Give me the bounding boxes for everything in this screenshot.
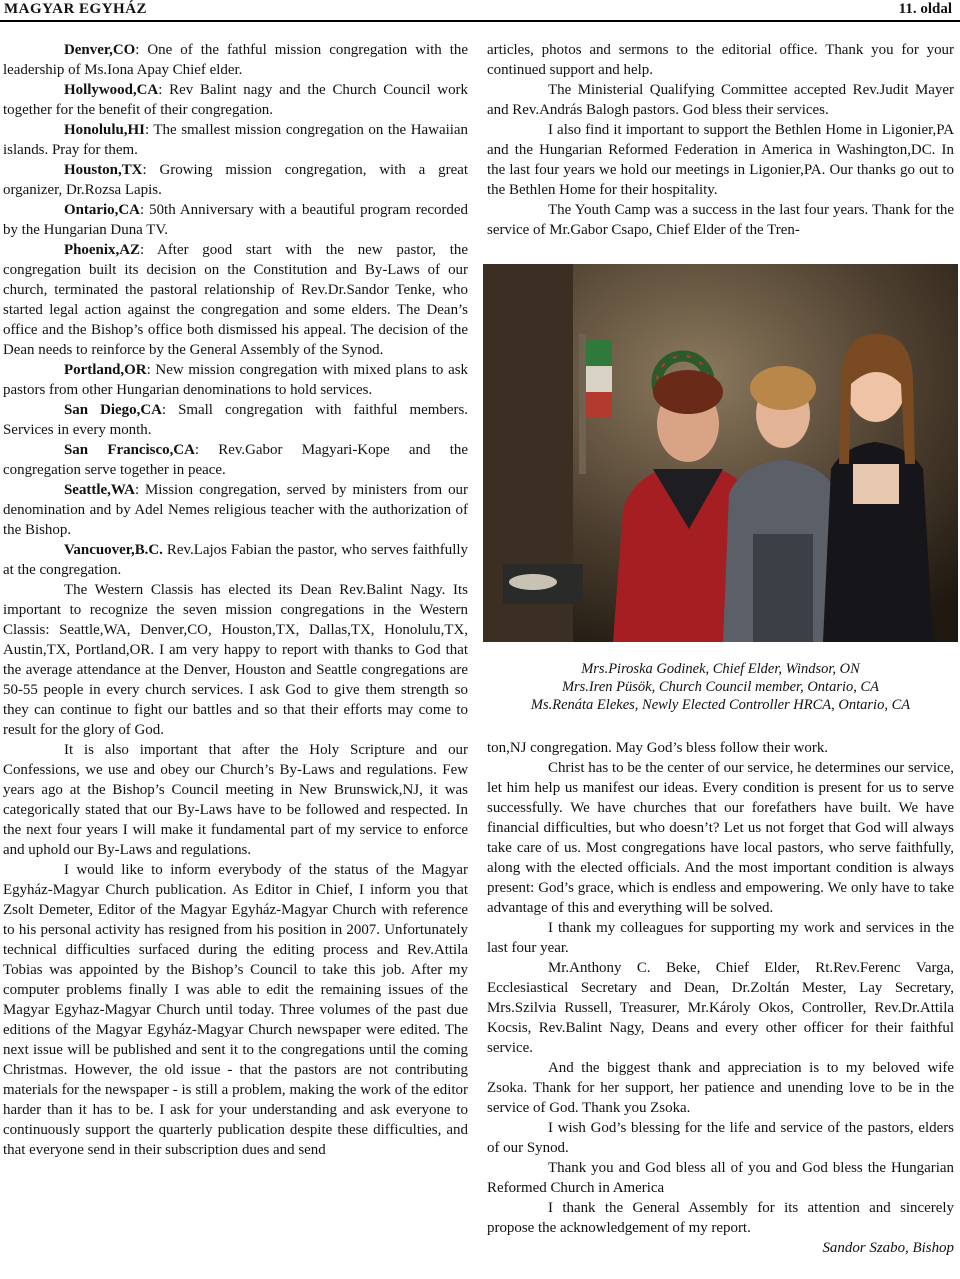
paragraph-youth-camp: The Youth Camp was a success in the last four years. Thank for the service of Mr.Gabor Csapo, Chief Elder of the Tren- — [487, 202, 954, 238]
paragraph-christ-center: Christ has to be the center of our service, he determines our service, let him help us manifest our ideas. Every condition is present for us to serve successfully. We have churches that our forefathers have built. We have financial difficulties, but who doesn’t? Let us not forget that God will always take care of us. Most congregations have local pastors, who serve faithfully, along with the elected officials. And the most important condition is always present: God’s grace, which is endless and empowering. We only have to take advantage of this and everything will be solved. — [487, 760, 954, 916]
paragraph-vancouver — [3, 540, 468, 580]
congregation-name: San Francisco,CA — [64, 442, 195, 458]
caption-line: Ms.Renáta Elekes, Newly Elected Controller HRCA, Ontario, CA — [530, 697, 911, 713]
paragraph-officers: Mr.Anthony C. Beke, Chief Elder, Rt.Rev.Ferenc Varga, Ecclesiastical Secretary and Dean, Dr.Zoltán Mester, Lay Secretary, Mrs.Szilvia Russell, Treasurer, Mr.Károly Okos, Controller, Rev.Dr.Attila Kocsis, Rev.Balint Nagy, Deans and every other officer for their faithful service. — [487, 960, 954, 1056]
paragraph-articles: articles, photos and sermons to the editorial office. Thank you for your continued support and help. — [487, 42, 954, 78]
right-column-top — [487, 40, 954, 240]
paragraph-text: : After good start with the new pastor, the congregation built its decision on the Constitution and By-Laws of our church, terminated the pastoral relationship of Rev.Dr.Sandor Tenke, who started legal action against the congregation and some elders. The Dean’s office and the Bishop’s office both dismissed his appeal. The decision of the Dean needs to reinforce by the General Assembly of the Synod. — [3, 242, 468, 358]
paragraph-publication-status: I would like to inform everybody of the status of the Magyar Egyház-Magyar Church publication. As Editor in Chief, I inform you that Zsolt Demeter, Editor of the Magyar Egyház-Magyar Church with reference to his personal activity has resigned from his position in 2007. Unfortunately technical difficulties surfaced during the editing process and Rev.Attila Tobias was appointed by the Bishop’s Council to take this job. After my computer problems finally I was able to edit the remaining issues of the Magyar Egyhaz-Magyar Church until today. Three volumes of the past due editions of the Magyar Egyház-Magyar Church newspaper were edited. The next issue will be published and sent it to the congregations until the coming Christmas. However, the old issue - that the pastors are not contributing materials for the newspaper - is still a problem, making the work of the editor harder than it has to be. I ask for your understanding and ask everyone to continuously support the quarterly publication despite these difficulties, and that everyone send in their subscription dues and send — [3, 862, 468, 1158]
paragraph-denver — [3, 40, 468, 80]
paragraph-text: : Small congregation with faithful members. Services in every month. — [3, 402, 468, 438]
group-photo-image — [483, 264, 958, 642]
congregation-name: Houston,TX — [64, 162, 143, 178]
paragraph-text: : One of the fathful mission congregation with the leadership of Ms.Iona Apay Chief elder. — [3, 42, 468, 78]
paragraph-text: : The smallest mission congregation on the Hawaiian islands. Pray for them. — [3, 122, 468, 158]
paragraph-text: : Rev Balint nagy and the Church Council work together for the benefit of their congregation. — [3, 82, 468, 118]
congregation-name: Ontario,CA — [64, 202, 140, 218]
congregation-name: Denver,CO — [64, 42, 136, 58]
congregation-name: Hollywood,CA — [64, 82, 159, 98]
paragraph-houston — [3, 160, 468, 200]
photo-caption — [483, 660, 958, 714]
paragraph-phoenix — [3, 240, 468, 360]
paragraph-text: : Mission congregation, served by ministers from our denomination and by Adel Nemes religious teacher with the authorization of the Bishop. — [3, 482, 468, 538]
paragraph-san-francisco — [3, 440, 468, 480]
paragraph-text: : Rev.Gabor Magyari-Kope and the congregation serve together in peace. — [3, 442, 468, 478]
paragraph-hollywood — [3, 80, 468, 120]
group-photo — [483, 264, 958, 642]
paragraph-portland — [3, 360, 468, 400]
paragraph-god-bless: Thank you and God bless all of you and God bless the Hungarian Reformed Church in America — [487, 1160, 954, 1196]
congregation-name: Seattle,WA — [64, 482, 135, 498]
congregation-name: San Diego,CA — [64, 402, 162, 418]
paragraph-text: Rev.Lajos Fabian the pastor, who serves faithfully at the congregation. — [3, 542, 468, 578]
paragraph-western-classis: The Western Classis has elected its Dean Rev.Balint Nagy. Its important to recognize the seven mission congregations in the Western Classis: Seattle,WA, Denver,CO, Houston,TX, Dallas,TX, Honolulu,TX, Austin,TX, Portland,OR. I am very happy to report with thanks to God that the average attendance at the Denver, Houston and Seattle congregations are 50-55 people in every church services. I ask God to give them strength so they can continue to fight our battles and so that their efforts may come to result for the glory of God. — [3, 582, 468, 738]
paragraph-wife: And the biggest thank and appreciation is to my beloved wife Zsoka. Thank for her support, her patience and unending love to be in the service of God. Thank you Zsoka. — [487, 1060, 954, 1116]
page-number: 11. oldal — [898, 1, 952, 17]
paragraph-seattle — [3, 480, 468, 540]
paragraph-honolulu — [3, 120, 468, 160]
paragraph-san-diego — [3, 400, 468, 440]
paragraph-text: : New mission congregation with mixed plans to ask pastors from other Hungarian denominations to hold services. — [3, 362, 468, 398]
paragraph-blessing: I wish God’s blessing for the life and service of the pastors, elders of our Synod. — [487, 1120, 954, 1156]
paragraph-thank-colleagues: I thank my colleagues for supporting my work and services in the last four year. — [487, 920, 954, 956]
paragraph-by-laws: It is also important that after the Holy Scripture and our Confessions, we use and obey our Church’s By-Laws and regulations. Few years ago at the Bishop’s Council meeting in New Brunswick,NJ, it was categorically stated that our By-Laws have to be followed and respected. In the next four years I will make it fundamental part of my service to enforce and uphold our By-Laws and regulations. — [3, 742, 468, 858]
congregation-name: Vancuover,B.C. — [64, 542, 163, 558]
paragraph-ontario — [3, 200, 468, 240]
paragraph-trenton: ton,NJ congregation. May God’s bless follow their work. — [487, 740, 829, 756]
signature: Sandor Szabo, Bishop — [822, 1240, 954, 1256]
caption-line: Mrs.Piroska Godinek, Chief Elder, Windsor, ON — [581, 661, 860, 677]
paragraph-ministerial-committee: The Ministerial Qualifying Committee accepted Rev.Judit Mayer and Rev.András Balogh pastors. God bless their services. — [487, 82, 954, 118]
paragraph-text: : 50th Anniversary with a beautiful program recorded by the Hungarian Duna TV. — [3, 202, 468, 238]
publication-title: MAGYAR EGYHÁZ — [4, 1, 148, 17]
congregation-name: Portland,OR — [64, 362, 147, 378]
paragraph-text: : Growing mission congregation, with a great organizer, Dr.Rozsa Lapis. — [3, 162, 468, 198]
paragraph-bethlen-home: I also find it important to support the Bethlen Home in Ligonier,PA and the Hungarian Reformed Federation in America in Washington,DC. In the last four years we hold our meetings in Ligonier,PA. Our thanks go out to the Bethlen Home for their hospitality. — [487, 122, 954, 198]
right-column-bottom — [487, 738, 954, 1258]
paragraph-acknowledgement: I thank the General Assembly for its attention and sincerely propose the acknowledgement of my report. — [487, 1200, 954, 1236]
caption-line: Mrs.Iren Püsök, Church Council member, Ontario, CA — [561, 679, 880, 695]
congregation-name: Phoenix,AZ — [64, 242, 140, 258]
congregation-name: Honolulu,HI — [64, 122, 145, 138]
page-header — [0, 0, 960, 22]
left-column — [3, 40, 468, 1160]
